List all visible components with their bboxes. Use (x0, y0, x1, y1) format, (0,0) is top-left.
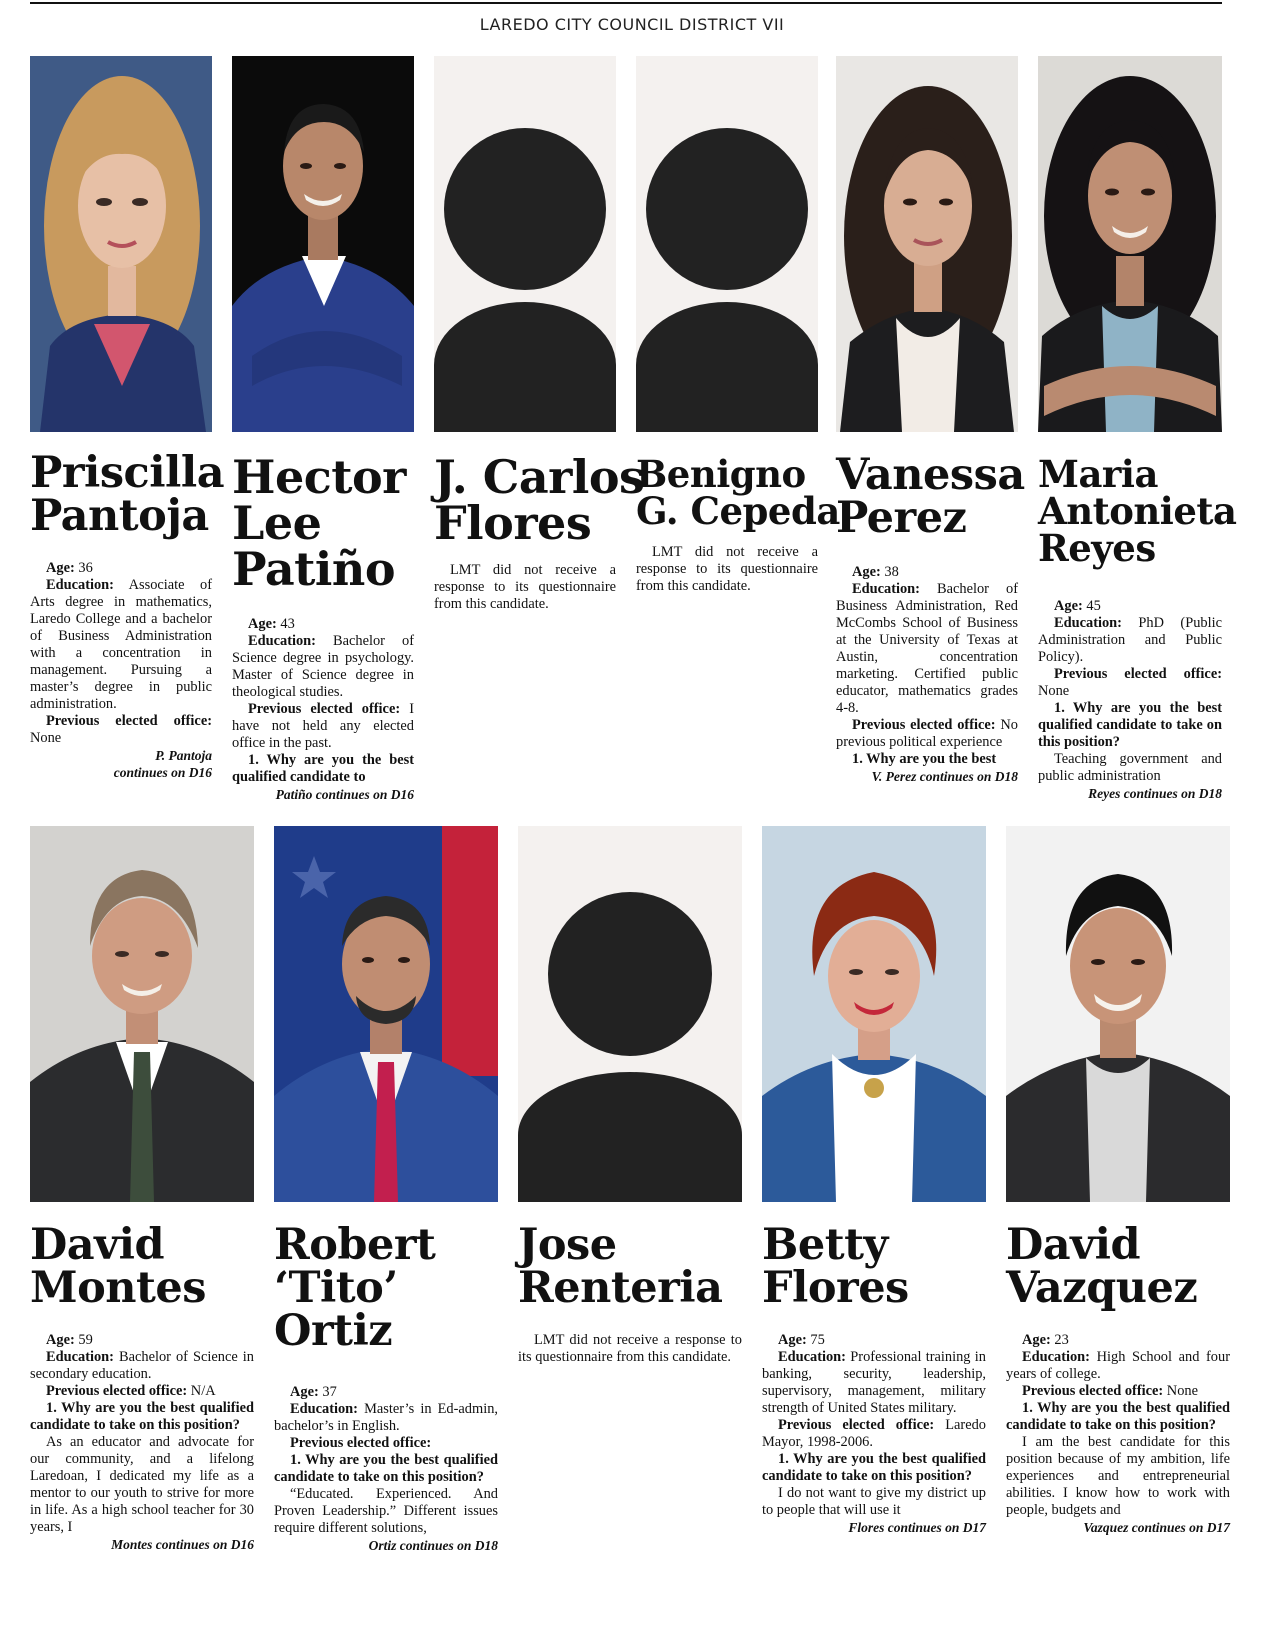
name-line: Robert (274, 1220, 436, 1270)
answer-text: I do not want to give my district up to people that will use it (762, 1485, 986, 1518)
previous-value: None (1038, 683, 1070, 699)
name-line: David (1006, 1220, 1141, 1270)
candidate-name (1038, 452, 1237, 570)
candidate-bio (274, 1384, 498, 1554)
silhouette-head-icon (548, 892, 712, 1056)
education-value: Professional training in banking, security, leadership, supervisory, management, military strength of United States military. (762, 1349, 986, 1416)
continues-note: Ortiz continues on D18 (368, 1538, 498, 1553)
top-rule (30, 2, 1222, 4)
candidate-name (30, 448, 225, 541)
previous-label: Previous elected office: (290, 1435, 432, 1451)
candidate-photo (1038, 56, 1222, 432)
silhouette-body-icon (434, 302, 616, 432)
age-label: Age: (46, 560, 75, 576)
candidate-name (1006, 1220, 1198, 1313)
name-line: Flores (762, 1263, 909, 1313)
previous-value: I have not held any elected office in the past. (232, 701, 414, 751)
candidate-vazquez (1006, 826, 1230, 1626)
candidate-bflores (762, 826, 986, 1626)
candidate-name (762, 1220, 909, 1313)
portrait-patino (232, 56, 414, 432)
education-label: Education: (46, 577, 114, 593)
silhouette-body-icon (636, 302, 818, 432)
candidate-photo (232, 56, 414, 432)
placeholder-photo (636, 56, 818, 432)
answer-text: I am the best candidate for this position because of my ambition, life experiences and entrepreneurial abilities. I know how to work with people, budgets and (1006, 1434, 1230, 1518)
previous-label: Previous elected office: (46, 1383, 188, 1399)
name-line: Priscilla (30, 448, 225, 498)
age-value: 75 (810, 1332, 825, 1348)
question-1: 1. Why are you the best (852, 751, 997, 767)
age-value: 23 (1054, 1332, 1069, 1348)
candidate-perez (836, 56, 1025, 796)
answer-text: “Educated. Experienced. And Proven Leadership.” Different issues require different solutions, (274, 1486, 498, 1536)
portrait-pantoja (30, 56, 212, 432)
candidate-photo (30, 56, 212, 432)
continues-note: Vazquez continues on D17 (1083, 1520, 1230, 1535)
candidate-renteria (518, 826, 742, 1426)
candidate-bio (30, 1332, 254, 1553)
no-response-note (434, 562, 616, 613)
no-response-text: LMT did not receive a response to its questionnaire from this candidate. (518, 1332, 742, 1365)
age-label: Age: (852, 564, 881, 580)
name-line: Perez (836, 493, 967, 543)
placeholder-photo (434, 56, 616, 432)
candidate-name (518, 1220, 723, 1313)
candidate-photo (30, 826, 254, 1202)
name-line: Antonieta (1038, 489, 1237, 533)
continues-note: V. Perez continues on D18 (871, 769, 1018, 784)
candidate-name (232, 450, 406, 596)
placeholder-photo (518, 826, 742, 1202)
candidate-montes (30, 826, 254, 1626)
education-label: Education: (1054, 615, 1122, 631)
name-line: Lee (232, 496, 322, 550)
age-value: 36 (78, 560, 93, 576)
candidate-bio (1038, 598, 1222, 802)
name-line: Betty (762, 1220, 888, 1270)
portrait-ortiz (274, 826, 498, 1202)
name-line: ‘Tito’ (274, 1263, 398, 1313)
name-line: Hector (232, 450, 406, 504)
question-1: 1. Why are you the best qualified candidate to take on this position? (1006, 1400, 1230, 1433)
candidate-reyes (1038, 56, 1237, 801)
continues-note: Montes continues on D16 (111, 1537, 254, 1552)
answer-text: Teaching government and public administration (1038, 751, 1222, 784)
continues-note: Patiño continues on D16 (275, 787, 414, 802)
education-label: Education: (1022, 1349, 1090, 1365)
portrait-reyes (1038, 56, 1222, 432)
question-1: 1. Why are you the best qualified candidate to take on this position? (274, 1452, 498, 1485)
age-label: Age: (778, 1332, 807, 1348)
name-line: Pantoja (30, 491, 209, 541)
continues-note: Reyes continues on D18 (1088, 786, 1222, 801)
candidate-bio (836, 564, 1018, 785)
candidate-photo (836, 56, 1018, 432)
name-line: Vanessa (836, 450, 1025, 500)
name-line: Renteria (518, 1263, 723, 1313)
candidate-photo (762, 826, 986, 1202)
candidate-photo (1006, 826, 1230, 1202)
answer-text: As an educator and advocate for our community, and a lifelong Laredoan, I dedicated my life as a mentor to our youth to strive for more in life. As a high school teacher for 30 years, I (30, 1434, 254, 1535)
name-line: Flores (434, 496, 592, 550)
portrait-bflores (762, 826, 986, 1202)
education-value: Bachelor of Business Administration, Red McCombs School of Business at the University of Texas at Austin, concentration marketing. Certified public educator, mathematics grades 4-8. (836, 581, 1018, 716)
name-line: Montes (30, 1263, 206, 1313)
previous-value: Laredo Mayor, 1998-2006. (762, 1417, 986, 1450)
question-1: 1. Why are you the best qualified candidate to (232, 752, 414, 785)
candidate-patino (232, 56, 414, 802)
portrait-montes (30, 826, 254, 1202)
education-label: Education: (852, 581, 920, 597)
candidate-bio (30, 560, 212, 781)
education-value: Bachelor of Science degree in psychology. Master of Science degree in theological studies. (232, 633, 414, 700)
name-line: Ortiz (274, 1306, 393, 1356)
age-value: 43 (280, 616, 295, 632)
question-1: 1. Why are you the best qualified candidate to take on this position? (30, 1400, 254, 1433)
education-value: Associate of Arts degree in mathematics, Laredo College and a bachelor of Business Administration with a concentration in management. Pursuing a master’s degree in public administration. (30, 577, 212, 712)
age-value: 37 (322, 1384, 337, 1400)
portrait-vazquez (1006, 826, 1230, 1202)
question-1: 1. Why are you the best qualified candidate to take on this position? (1038, 700, 1222, 750)
no-response-text: LMT did not receive a response to its questionnaire from this candidate. (434, 562, 616, 612)
candidate-name (836, 450, 1025, 543)
continues-page: continues on D16 (113, 765, 212, 780)
age-label: Age: (290, 1384, 319, 1400)
previous-label: Previous elected office: (46, 713, 212, 729)
age-value: 59 (78, 1332, 93, 1348)
candidate-bio (1006, 1332, 1230, 1536)
age-label: Age: (1054, 598, 1083, 614)
candidate-name (30, 1220, 206, 1313)
previous-value: None (30, 730, 62, 746)
age-label: Age: (248, 616, 277, 632)
previous-label: Previous elected office: (852, 717, 996, 733)
name-line: G. Cepeda (636, 489, 840, 533)
question-1: 1. Why are you the best qualified candidate to take on this position? (762, 1451, 986, 1484)
education-value: High School and four years of college. (1006, 1349, 1230, 1382)
candidate-name (636, 452, 840, 533)
silhouette-head-icon (646, 128, 808, 290)
continues-note: Flores continues on D17 (848, 1520, 986, 1535)
previous-label: Previous elected office: (248, 701, 401, 717)
name-line: David (30, 1220, 165, 1270)
no-response-text: LMT did not receive a response to its questionnaire from this candidate. (636, 544, 818, 594)
candidate-photo (274, 826, 498, 1202)
silhouette-body-icon (518, 1072, 742, 1202)
education-value: Bachelor of Science in secondary education. (30, 1349, 254, 1382)
previous-label: Previous elected office: (778, 1417, 935, 1433)
candidate-ortiz (274, 826, 498, 1626)
silhouette-head-icon (444, 128, 606, 290)
education-value: PhD (Public Administration and Public Policy). (1038, 615, 1222, 665)
no-response-note (636, 544, 818, 595)
continues-note (30, 747, 212, 781)
name-line: Vazquez (1006, 1263, 1198, 1313)
age-value: 45 (1086, 598, 1101, 614)
education-label: Education: (290, 1401, 358, 1417)
previous-value: N/A (190, 1383, 216, 1399)
candidate-bio (232, 616, 414, 803)
age-label: Age: (46, 1332, 75, 1348)
previous-label: Previous elected office: (1054, 666, 1222, 682)
name-line: Patiño (232, 542, 396, 596)
continues-name: P. Pantoja (155, 748, 212, 763)
candidate-jflores (434, 56, 645, 656)
name-line: Maria (1038, 452, 1158, 496)
candidate-name (274, 1220, 436, 1356)
name-line: Jose (518, 1220, 617, 1270)
page-header: LAREDO CITY COUNCIL DISTRICT VII (479, 15, 785, 34)
education-label: Education: (248, 633, 316, 649)
education-value: Master’s in Ed-admin, bachelor’s in English. (274, 1401, 498, 1434)
previous-value: No previous political experience (836, 717, 1018, 750)
candidate-bio (762, 1332, 986, 1536)
previous-value: None (1166, 1383, 1198, 1399)
name-line: Benigno (636, 452, 806, 496)
education-label: Education: (778, 1349, 846, 1365)
education-label: Education: (46, 1349, 114, 1365)
name-line: Reyes (1038, 526, 1156, 570)
age-value: 38 (884, 564, 899, 580)
candidate-cepeda (636, 56, 840, 656)
no-response-note (518, 1332, 742, 1366)
candidate-pantoja (30, 56, 225, 796)
name-line: J. Carlos (434, 450, 645, 504)
portrait-perez (836, 56, 1018, 432)
candidate-name (434, 450, 645, 550)
age-label: Age: (1022, 1332, 1051, 1348)
previous-label: Previous elected office: (1022, 1383, 1164, 1399)
